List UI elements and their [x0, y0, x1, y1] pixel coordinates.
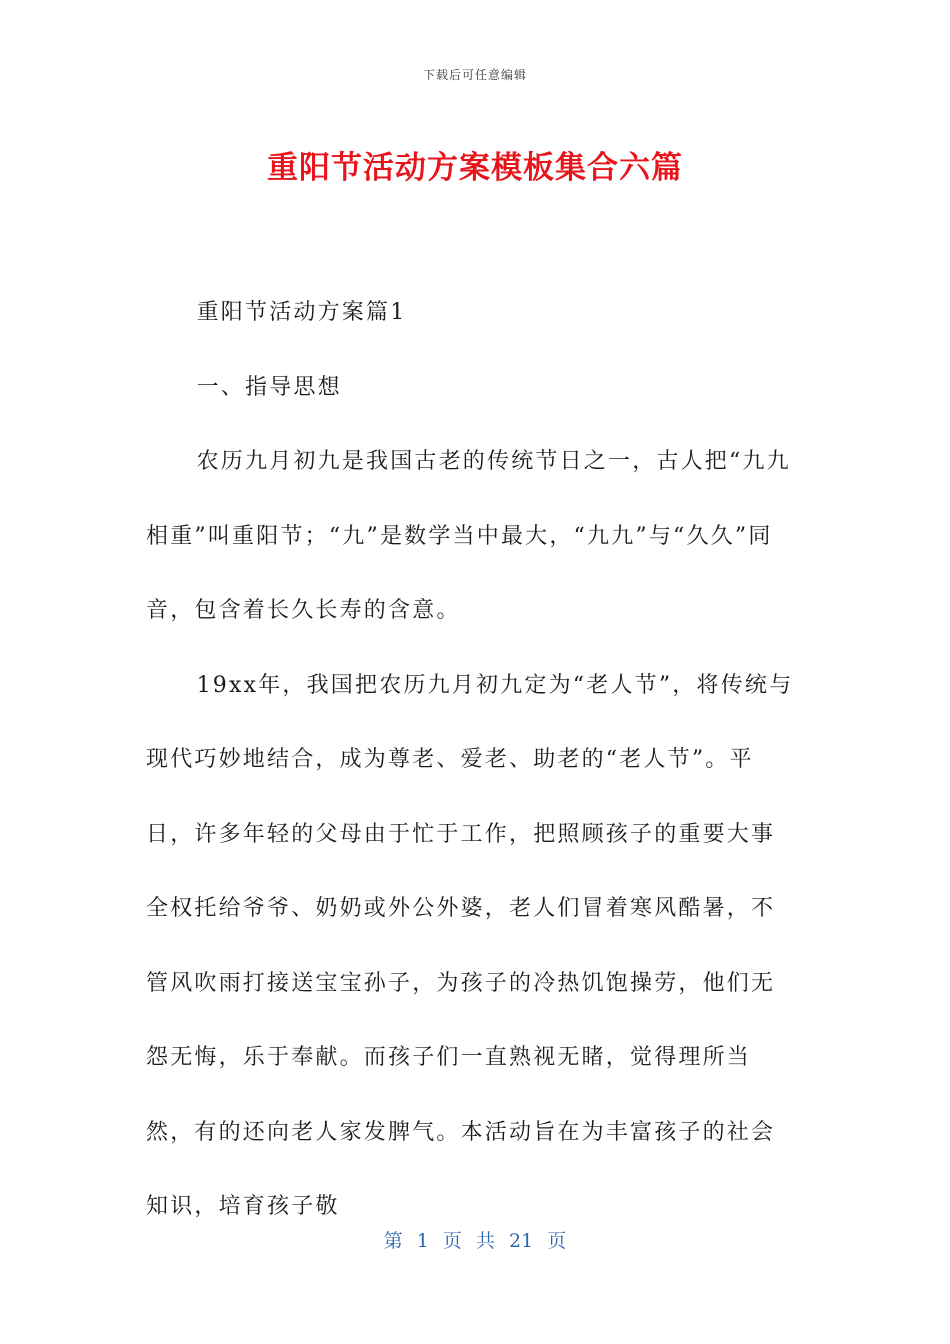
document-title: 重阳节活动方案模板集合六篇	[267, 150, 683, 186]
subsection-heading: 一、指导思想	[196, 374, 342, 400]
header-note: 下载后可任意编辑	[422, 68, 527, 82]
body-paragraph: 农历九月初九是我国古老的传统节日之一，古人把“九九相重”叫重阳节；“九”是数学当中最大，“九九”与“久久”同音，包含着长久长寿的含意。	[146, 449, 791, 623]
document-body	[146, 276, 796, 1245]
section-heading: 重阳节活动方案篇1	[196, 300, 407, 325]
body-paragraph: 19xx年，我国把农历九月初九定为“老人节”，将传统与现代巧妙地结合，成为尊老、爱老、助老的“老人节”。平日，许多年轻的父母由于忙于工作，把照顾孩子的重要大事全权托给爷爷、奶奶或外公外婆，老人们冒着寒风酷暑，不管风吹雨打接送宝宝孙子，为孩子的冷热饥饱操劳，他们无怨无悔，乐于奉献。而孩子们一直熟视无睹，觉得理所当然，有的还向老人家发脾气。本活动旨在为丰富孩子的社会知识，培育孩子敬	[146, 672, 794, 1219]
page-number: 第 1 页 共 21 页	[383, 1230, 567, 1252]
